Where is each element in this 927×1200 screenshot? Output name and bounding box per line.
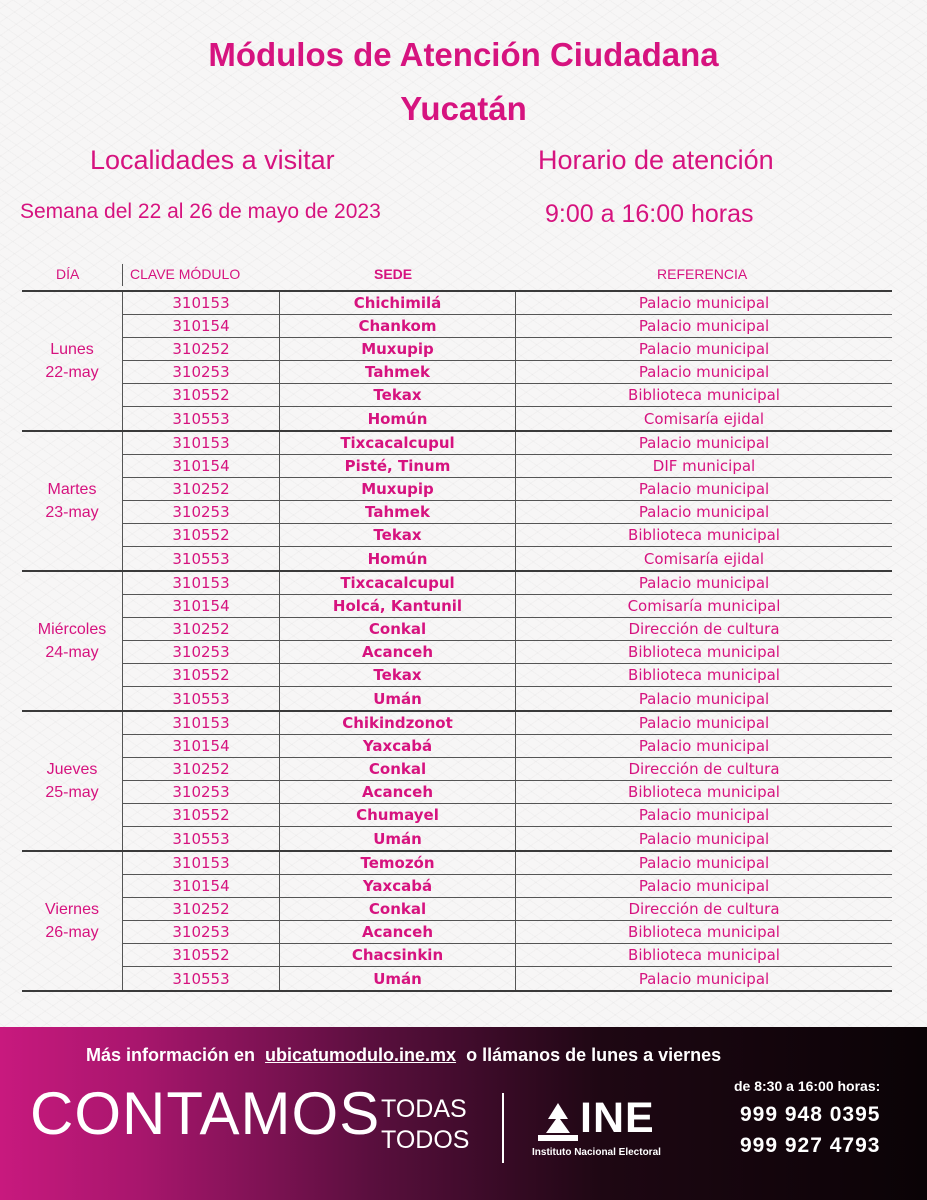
table-row <box>122 455 892 478</box>
table-row <box>122 407 892 430</box>
sede-name: Umán <box>280 827 516 850</box>
module-code: 310553 <box>122 827 280 850</box>
slogan-todas: TODAS <box>381 1095 467 1123</box>
table-row <box>122 501 892 524</box>
reference: Comisaría ejidal <box>643 409 765 428</box>
reference: Biblioteca municipal <box>628 946 780 964</box>
table-row <box>122 898 892 921</box>
module-code: 310252 <box>122 338 280 360</box>
table-row <box>122 735 892 758</box>
reference: Dirección de cultura <box>628 900 780 918</box>
table-row <box>122 595 892 618</box>
header-divider <box>122 264 123 286</box>
phone-number-1[interactable]: 999 948 0395 <box>740 1103 881 1126</box>
page-title: Módulos de Atención Ciudadana <box>208 36 719 73</box>
sede-name: Homún <box>280 407 516 430</box>
day-date: 26-may <box>45 924 99 941</box>
table-row <box>122 967 892 990</box>
table-row <box>122 944 892 967</box>
table-row <box>122 384 892 407</box>
ine-wordmark: INE <box>580 1094 655 1142</box>
module-code: 310253 <box>122 501 280 523</box>
reference: Palacio municipal <box>638 689 770 708</box>
table-row <box>122 781 892 804</box>
table-row <box>122 641 892 664</box>
reference: Comisaría municipal <box>627 597 781 615</box>
table-row <box>122 524 892 547</box>
sede-name: Tekax <box>280 664 516 686</box>
table-row <box>122 618 892 641</box>
module-code: 310553 <box>122 547 280 570</box>
sede-name: Holcá, Kantunil <box>280 595 516 617</box>
module-code: 310552 <box>122 804 280 826</box>
table-row <box>122 478 892 501</box>
reference: Biblioteca municipal <box>628 386 780 404</box>
phone-number-2[interactable]: 999 927 4793 <box>740 1134 881 1157</box>
day-date: 23-may <box>45 504 99 521</box>
module-code: 310252 <box>122 478 280 500</box>
sede-name: Tixcacalcupul <box>280 572 516 594</box>
day-group <box>22 290 892 430</box>
reference: Biblioteca municipal <box>628 923 780 941</box>
module-code: 310553 <box>122 967 280 990</box>
sede-name: Tekax <box>280 524 516 546</box>
module-code: 310153 <box>122 712 280 734</box>
sede-name: Tekax <box>280 384 516 406</box>
day-name: Martes <box>47 481 97 498</box>
sede-name: Umán <box>280 687 516 710</box>
column-header-clave: CLAVE MÓDULO <box>130 266 241 282</box>
sede-name: Muxupip <box>280 338 516 360</box>
campaign-slogan-small <box>381 1094 469 1156</box>
sede-name: Conkal <box>280 898 516 920</box>
reference: Palacio municipal <box>638 806 770 824</box>
sede-name: Acanceh <box>280 781 516 803</box>
table-row <box>122 361 892 384</box>
contact-info-line <box>86 1045 721 1066</box>
reference: Palacio municipal <box>638 737 770 755</box>
module-code: 310553 <box>122 687 280 710</box>
module-code: 310153 <box>122 292 280 314</box>
module-code: 310154 <box>122 735 280 757</box>
horario-heading: Horario de atención <box>538 145 774 175</box>
reference: DIF municipal <box>652 457 756 475</box>
table-row <box>122 547 892 570</box>
module-code: 310252 <box>122 898 280 920</box>
sede-name: Conkal <box>280 618 516 640</box>
service-hours: 9:00 a 16:00 horas <box>545 200 754 228</box>
day-label <box>22 432 122 570</box>
footer-divider <box>502 1093 504 1163</box>
sede-name: Pisté, Tinum <box>280 455 516 477</box>
sede-name: Umán <box>280 967 516 990</box>
sede-name: Chumayel <box>280 804 516 826</box>
day-label <box>22 712 122 850</box>
module-code: 310553 <box>122 407 280 430</box>
table-row <box>122 758 892 781</box>
sede-name: Yaxcabá <box>280 735 516 757</box>
sede-name: Tahmek <box>280 501 516 523</box>
footer-banner <box>0 1027 927 1200</box>
sede-name: Chichimilá <box>280 292 516 314</box>
localidades-heading: Localidades a visitar <box>90 145 335 175</box>
module-code: 310552 <box>122 524 280 546</box>
reference: Palacio municipal <box>638 317 770 335</box>
sede-name: Chankom <box>280 315 516 337</box>
day-group <box>22 850 892 992</box>
sede-name: Acanceh <box>280 921 516 943</box>
reference: Palacio municipal <box>638 363 770 381</box>
sede-name: Temozón <box>280 852 516 874</box>
week-range: Semana del 22 al 26 de mayo de 2023 <box>20 200 381 223</box>
table-row <box>122 804 892 827</box>
sede-name: Conkal <box>280 758 516 780</box>
day-name: Miércoles <box>37 621 107 638</box>
table-row <box>122 338 892 361</box>
sede-name: Muxupip <box>280 478 516 500</box>
schedule-table <box>22 290 892 992</box>
table-row <box>122 664 892 687</box>
table-row <box>122 315 892 338</box>
day-group <box>22 570 892 710</box>
module-code: 310252 <box>122 758 280 780</box>
module-code: 310253 <box>122 781 280 803</box>
day-date: 22-may <box>45 364 99 381</box>
module-code: 310154 <box>122 455 280 477</box>
module-code: 310253 <box>122 641 280 663</box>
phone-hours: de 8:30 a 16:00 horas: <box>734 1078 881 1094</box>
day-date: 24-may <box>45 644 99 661</box>
module-code: 310153 <box>122 432 280 454</box>
reference: Biblioteca municipal <box>628 666 780 684</box>
reference: Palacio municipal <box>638 854 770 872</box>
info-suffix: o llámanos de lunes a viernes <box>466 1045 722 1065</box>
module-code: 310153 <box>122 572 280 594</box>
reference: Biblioteca municipal <box>628 783 780 801</box>
column-header-sede: SEDE <box>374 266 413 282</box>
table-row <box>122 572 892 595</box>
reference: Palacio municipal <box>638 829 770 848</box>
reference: Biblioteca municipal <box>628 526 780 544</box>
module-code: 310252 <box>122 618 280 640</box>
reference: Dirección de cultura <box>628 760 780 778</box>
column-header-dia: DÍA <box>56 266 80 282</box>
sede-name: Acanceh <box>280 641 516 663</box>
column-header-referencia: REFERENCIA <box>657 266 748 282</box>
reference: Palacio municipal <box>638 480 770 498</box>
module-code: 310154 <box>122 875 280 897</box>
reference: Palacio municipal <box>638 969 770 988</box>
day-label <box>22 292 122 430</box>
table-row <box>122 827 892 850</box>
sede-name: Chacsinkin <box>280 944 516 966</box>
sede-name: Homún <box>280 547 516 570</box>
day-date: 25-may <box>45 784 99 801</box>
reference: Dirección de cultura <box>628 620 780 638</box>
module-code: 310552 <box>122 664 280 686</box>
module-code: 310552 <box>122 384 280 406</box>
module-locator-link[interactable]: ubicatumodulo.ine.mx <box>265 1045 457 1065</box>
module-code: 310153 <box>122 852 280 874</box>
module-code: 310154 <box>122 315 280 337</box>
reference: Palacio municipal <box>638 294 770 312</box>
info-prefix: Más información en <box>86 1045 256 1065</box>
slogan-todos: TODOS <box>381 1126 470 1154</box>
module-code: 310253 <box>122 361 280 383</box>
table-row <box>122 921 892 944</box>
reference: Palacio municipal <box>638 574 770 592</box>
sede-name: Tahmek <box>280 361 516 383</box>
table-row <box>122 687 892 710</box>
campaign-slogan: CONTAMOS <box>30 1080 381 1147</box>
ine-full-name: Instituto Nacional Electoral <box>532 1147 661 1158</box>
reference: Biblioteca municipal <box>628 643 780 661</box>
table-row <box>122 292 892 315</box>
day-name: Jueves <box>46 761 98 778</box>
reference: Comisaría ejidal <box>643 549 765 568</box>
day-label <box>22 852 122 990</box>
reference: Palacio municipal <box>638 714 770 732</box>
reference: Palacio municipal <box>638 434 770 452</box>
day-name: Viernes <box>45 901 99 918</box>
table-row <box>122 712 892 735</box>
day-group <box>22 710 892 850</box>
sede-name: Yaxcabá <box>280 875 516 897</box>
day-group <box>22 430 892 570</box>
table-row <box>122 852 892 875</box>
module-code: 310552 <box>122 944 280 966</box>
module-code: 310154 <box>122 595 280 617</box>
table-row <box>122 432 892 455</box>
day-label <box>22 572 122 710</box>
sede-name: Chikindzonot <box>280 712 516 734</box>
table-row <box>122 875 892 898</box>
sede-name: Tixcacalcupul <box>280 432 516 454</box>
day-name: Lunes <box>50 341 94 358</box>
reference: Palacio municipal <box>638 503 770 521</box>
reference: Palacio municipal <box>638 340 770 358</box>
page-subtitle-state: Yucatán <box>400 90 527 127</box>
reference: Palacio municipal <box>638 877 770 895</box>
module-code: 310253 <box>122 921 280 943</box>
